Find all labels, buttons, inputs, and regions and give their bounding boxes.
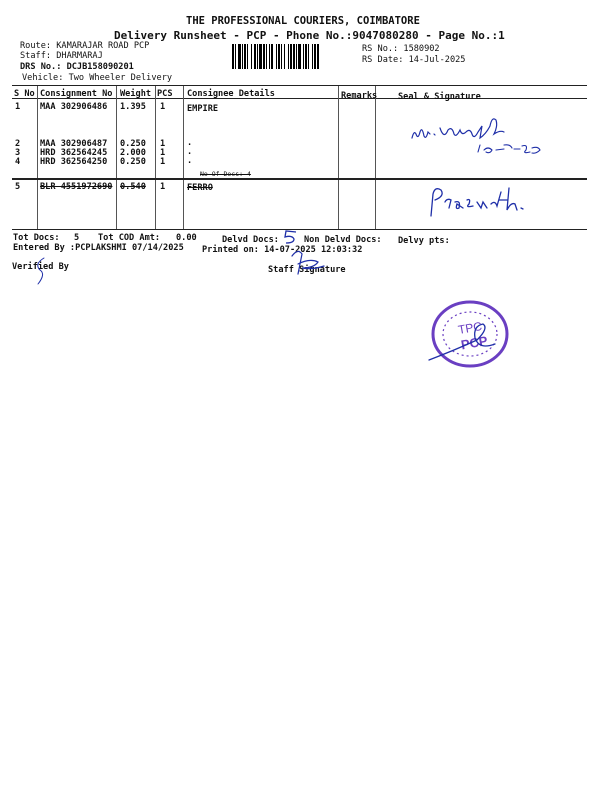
company-title: THE PROFESSIONAL COURIERS, COIMBATORE [186,15,420,27]
delvd-label: Delvd Docs: [222,235,279,245]
col-header-consignment: Consignment No [40,89,113,99]
col-header-consignee: Consignee Details [187,89,275,99]
delvd-docs-value [0,0,1,1]
drs-barcode [232,44,356,69]
staff-signature-label: Staff Signature [268,265,346,275]
row-sno: 2 [15,139,21,149]
runsheet-subtitle: Delivery Runsheet - PCP - Phone No.:9047080280 - Page No.:1 [114,29,505,42]
row-weight: 2.000 [120,148,146,158]
row-consignment: MAA 302906487 [40,139,108,149]
table-top-rule [12,85,587,86]
delvd-docs-handwritten-5 [282,229,300,245]
rs-number: RS No.: 1580902 [362,44,440,54]
stamp-text-bottom: PCP [459,333,489,353]
tot-docs-value: 5 [74,233,80,243]
row-consignee: FERRO [187,183,213,193]
col-header-sno: S No [14,89,35,99]
col-divider [375,86,376,230]
col-header-remarks: Remarks [341,91,378,101]
staff-label: Staff: DHARMARAJ [20,51,103,61]
row-sno: 1 [15,102,21,112]
col-divider [183,86,184,230]
row-weight: 1.395 [120,102,146,112]
tot-docs-label: Tot Docs: [13,233,60,243]
col-divider [155,86,156,230]
printed-on: Printed on: 14-07-2025 12:03:32 [202,245,363,255]
verified-by-scribble [30,254,54,288]
cod-value: 0.00 [176,233,197,243]
row-sno: 4 [15,157,21,167]
col-divider [338,86,339,230]
row-pcs: 1 [160,157,166,167]
handwritten-signature-1 [408,112,558,160]
rs-date: RS Date: 14-Jul-2025 [362,55,466,65]
company-stamp [425,298,511,374]
row-sno: 5 [15,182,21,192]
row-consignment: HRD 362564245 [40,148,108,158]
no-of-docs: No Of Docs: 4 [200,170,251,178]
delvy-pts-label: Delvy pts: [398,236,450,246]
col-header-pcs: PCS [157,89,173,99]
row-consignment: MAA 302906486 [40,102,108,112]
non-delvd-label: Non Delvd Docs: [304,235,382,245]
col-header-weight: Weight [120,89,152,99]
row-pcs: 1 [160,148,166,158]
stamp-text-top: TPC [456,319,484,337]
vehicle-label: Vehicle: Two Wheeler Delivery [22,73,173,83]
row-pcs: 1 [160,139,166,149]
row-pcs: 1 [160,102,166,112]
row-consignee: . [187,147,193,157]
col-divider [37,86,38,230]
cod-label: Tot COD Amt: [98,233,161,243]
row-weight: 0.540 [120,182,146,192]
verified-by: Verified By [12,262,69,272]
row-consignee: EMPIRE [187,104,219,114]
drs-number: DRS No.: DCJB158090201 [20,62,134,72]
row-consignment: BLR 4551972690 [40,182,113,192]
entered-by: Entered By :PCPLAKSHMI 07/14/2025 [13,243,184,253]
staff-signature-scribble [284,246,330,280]
col-header-seal: Seal & Signature [398,92,481,102]
row-consignment: HRD 362564250 [40,157,108,167]
barcode-bar [319,44,320,69]
row-consignee: . [187,138,193,148]
row-weight: 0.250 [120,157,146,167]
handwritten-signature-2 [425,180,535,220]
row-consignee: . [187,156,193,166]
row-sno: 3 [15,148,21,158]
col-divider [116,86,117,230]
row-weight: 0.250 [120,139,146,149]
row-pcs: 1 [160,182,166,192]
route-label: Route: KAMARAJAR ROAD PCP [20,41,150,51]
